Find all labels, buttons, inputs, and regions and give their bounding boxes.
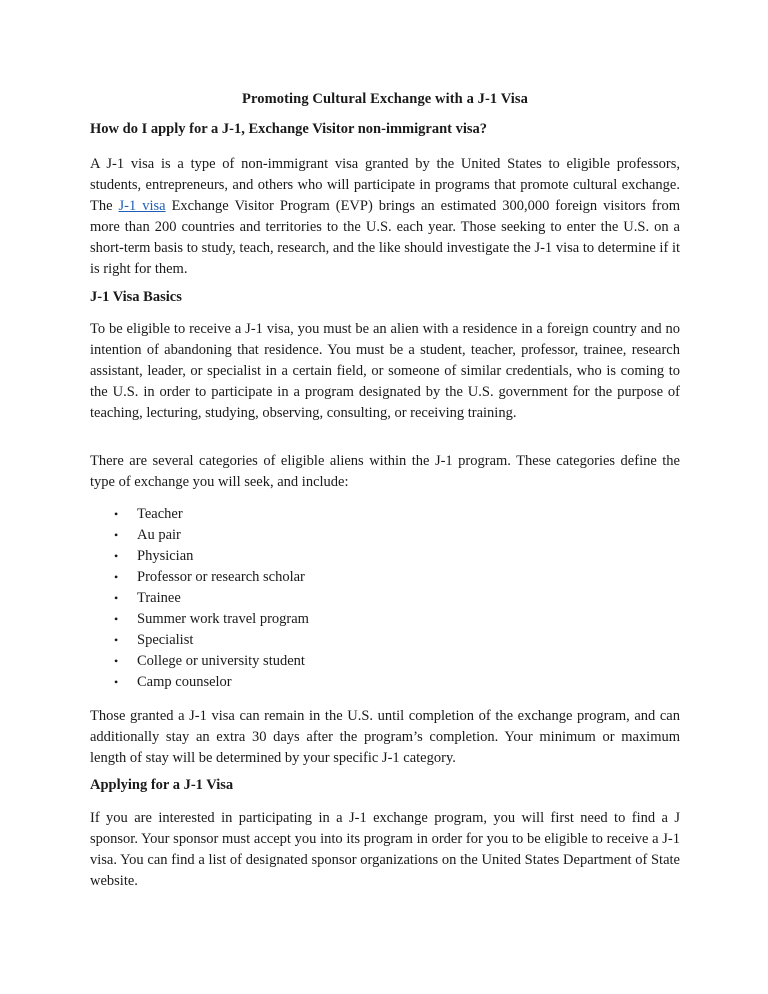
list-item bbox=[108, 567, 309, 588]
category-label: Professor or research scholar bbox=[137, 569, 305, 585]
list-item bbox=[108, 504, 309, 525]
list-item bbox=[108, 525, 309, 546]
bullet-icon: • bbox=[114, 675, 119, 689]
list-item bbox=[108, 630, 309, 651]
basics-heading: J-1 Visa Basics bbox=[90, 289, 182, 305]
category-list bbox=[108, 504, 309, 693]
list-item bbox=[108, 672, 309, 693]
list-item bbox=[108, 588, 309, 609]
applying-paragraph: If you are interested in participating in a J-1 exchange program, you will first need to find a J sponsor. Your sponsor must accept you into its program in order for you to be eligible to receive a J-1 visa. You can find a list of designated sponsor organizations on the United States Department of State website. bbox=[90, 810, 680, 889]
category-label: Summer work travel program bbox=[137, 611, 309, 627]
basics-paragraph-2: There are several categories of eligible aliens within the J-1 program. These categories define the type of exchange you will seek, and include: bbox=[90, 453, 680, 490]
intro-text-part1: A J-1 visa is a type of non-immigrant visa granted by the United States to eligible professors, students, entrepreneurs, and others who will participate in programs that promote cultural exchange. The bbox=[90, 156, 680, 214]
page-title: Promoting Cultural Exchange with a J-1 Visa bbox=[242, 91, 528, 107]
bullet-icon: • bbox=[114, 528, 119, 542]
basics-paragraph-3: Those granted a J-1 visa can remain in the U.S. until completion of the exchange program, and can additionally stay an extra 30 days after the program’s completion. Your minimum or maximum length of stay will be determined by your specific J-1 category. bbox=[90, 708, 680, 766]
intro-text-part2: Exchange Visitor Program (EVP) brings an estimated 300,000 foreign visitors from more than 200 countries and territories to the U.S. each year. Those seeking to enter the U.S. on a short-term basis to study, teach, research, and the like should investigate the J-1 visa to determine if it is right for them. bbox=[90, 198, 680, 277]
bullet-icon: • bbox=[114, 507, 119, 521]
category-label: Physician bbox=[137, 548, 194, 564]
category-label: Au pair bbox=[137, 527, 181, 543]
list-item bbox=[108, 546, 309, 567]
bullet-icon: • bbox=[114, 570, 119, 584]
category-label: Specialist bbox=[137, 632, 194, 648]
bullet-icon: • bbox=[114, 612, 119, 626]
intro-paragraph bbox=[90, 154, 680, 280]
category-label: Camp counselor bbox=[137, 674, 232, 690]
category-label: Trainee bbox=[137, 590, 181, 606]
bullet-icon: • bbox=[114, 549, 119, 563]
list-item bbox=[108, 651, 309, 672]
list-item bbox=[108, 609, 309, 630]
applying-heading: Applying for a J-1 Visa bbox=[90, 777, 234, 793]
bullet-icon: • bbox=[114, 654, 119, 668]
bullet-icon: • bbox=[114, 591, 119, 605]
j1-visa-link[interactable]: J-1 visa bbox=[118, 198, 166, 214]
intro-heading: How do I apply for a J-1, Exchange Visitor non-immigrant visa? bbox=[90, 121, 488, 137]
basics-paragraph-1: To be eligible to receive a J-1 visa, you must be an alien with a residence in a foreign country and no intention of abandoning that residence. You must be a student, teacher, professor, trainee, research assistant, leader, or specialist in a certain field, or someone of similar credentials, who is coming to the U.S. in order to participate in a program designated by the U.S. government for the purpose of teaching, lecturing, studying, observing, consulting, or receiving training. bbox=[90, 321, 680, 421]
category-label: College or university student bbox=[137, 653, 305, 669]
category-label: Teacher bbox=[137, 506, 183, 522]
bullet-icon: • bbox=[114, 633, 119, 647]
